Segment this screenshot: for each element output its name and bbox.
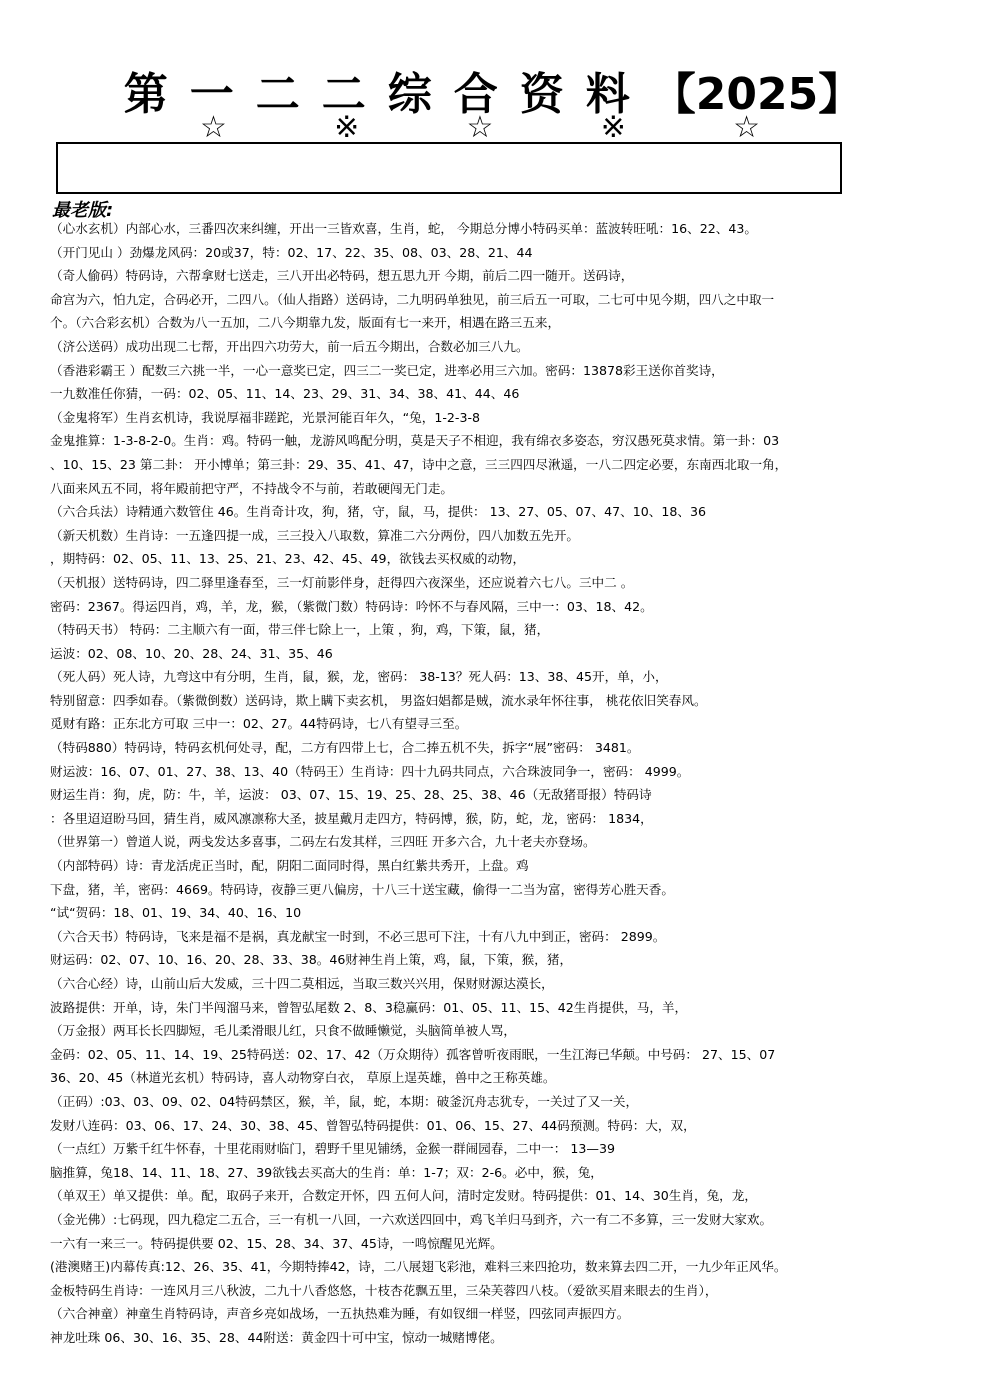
- text-line: 八面来风五不同，将年殿前把守严，不持战令不与前，若敢硬闯无门走。: [50, 480, 453, 496]
- text-line: 、10、15、23 第二卦： 开小博单；第三卦：29、35、41、47，诗中之意，三三四四尽湫遥，一八二四定必要，东南西北取一角，: [50, 456, 788, 472]
- star-icon: ☆: [466, 110, 494, 145]
- text-line: “试“贺码：18、01、19、34、40、16、10: [50, 905, 302, 921]
- text-line: （万金报）两耳长长四脚短，毛儿柔滑眼儿红，只食不做睡懒觉，头脑简单被人骂，: [50, 1023, 516, 1039]
- text-line: 财运生肖：狗，虎，防：牛，羊，运波： 03、07、15、19、25、28、25、38、46（无敌猪哥报）特码诗: [50, 787, 652, 803]
- text-line: 特别留意：四季如春。（紫微倒数）送码诗，欺上瞒下卖玄机， 男盗妇娼都是贼，流水录年怀往事， 桃花依旧笑春风。: [50, 692, 707, 708]
- text-line: （正码）:03、03、09、02、04特码禁区，猴，羊，鼠，蛇，本期：破釜沉舟志犹专，一关过了又一关，: [50, 1093, 639, 1109]
- text-line: 财运码：02、07、10、16、20、28、33、38。46财神生肖上策，鸡，鼠，下策，猴，猪，: [50, 952, 573, 968]
- text-line: 一六有一来三一。特码提供要 02、15、28、34、37、45诗，一鸣惊醒见光辉。: [50, 1235, 503, 1251]
- star-icon: ☆: [733, 110, 760, 145]
- text-line: 密码：2367。得运四肖，鸡，羊，龙，猴，（紫微门数）特码诗：吟怀不与春风隔，三中一：03、18、42。: [50, 598, 653, 614]
- text-line: （心水玄机）内部心水，三番四次来纠缠，开出一三皆欢喜，生肖，蛇， 今期总分博小特码买单：蓝波转旺吼：16、22、43。: [50, 221, 757, 236]
- document-body: [50, 217, 950, 1350]
- text-line: （特码880）特码诗，特码玄机何处寻，配，二方有四带上七，合二捧五机不失，拆字“展”密码： 3481。: [50, 740, 640, 756]
- text-line: （香港彩霸王 ）配数三六挑一半，一心一意奖已定，四三二一奖已定，进率必用三六加。密码：13878彩王送你首奖诗，: [50, 362, 724, 378]
- text-line: 财运波：16、07、01、27、38、13、40（特码王）生肖诗：四十九码共同点，六合珠波同争一，密码： 4999。: [50, 763, 690, 779]
- text-line: ：各里迢迢盼马回，猜生肖，威风凛凛称大圣，披星戴月走四方，特码博，猴，防，蛇，龙，密码： 1834，: [50, 810, 653, 826]
- text-line: （单双王）单又提供：单。配，取码子来开，合数定开怀，四 五何人问，清时定发财。特码提供：01、14、30生肖，兔，龙，: [50, 1188, 757, 1204]
- text-line: （金鬼将军）生肖玄机诗，我说厚福非蹉跎，光景河能百年久，“兔，1-2-3-8: [50, 409, 481, 425]
- text-line: 波路提供：开单，诗，朱门半闯溜马来，曾智弘尾数 2、8、3稳赢码：01、05、11、15、42生肖提供，马，羊，: [50, 999, 688, 1015]
- text-line: 发财八连码：03、06、17、24、30、38、45、曾智弘特码提供：01、06、15、27、44码预测。特码：大，双，: [50, 1117, 696, 1133]
- text-line: ，期特码：02、05、11、13、25、21、23、42、45、49，欲钱去买权威的动物，: [50, 551, 526, 567]
- reference-mark-icon: ※: [600, 110, 626, 145]
- decorative-star-row: [200, 112, 760, 144]
- text-line: 金鬼推算：1-3-8-2-0。生肖：鸡。特码一触，龙游风鸣配分明，莫是天子不相迎，我有绵衣多姿态，穷汉愚死莫求情。第一卦：03: [50, 433, 780, 449]
- text-line: （奇人偷码）特码诗，六帮拿财七送走，三八开出必特码，想五思九开 今期，前后二四一随开。送码诗，: [50, 268, 634, 284]
- text-line: （天机报）送特码诗，四二驿里逢春至，三一灯前影伴身，赶得四六夜深坐，还应说着六七八。三中二 。: [50, 574, 634, 590]
- text-line: （世界第一）曾道人说，两戋发达多喜事，二码左右发其样，三四旺 开多六合，九十老夫亦登场。: [50, 834, 596, 850]
- text-line: （六合天书）特码诗，飞来是福不是祸，真龙献宝一时到，不必三思可下注，十有八九中到正，密码： 2899。: [50, 928, 666, 944]
- text-line: 运波：02、08、10、20、28、24、31、35、46: [50, 645, 333, 661]
- text-line: （内部特码）诗：青龙活虎正当时，配，阴阳二面同时得，黑白红紫共秀开，上盘。鸡: [50, 858, 529, 874]
- text-line: （一点红）万紫千红牛怀春，十里花雨财临门，碧野千里见铺绣，金猴一群闹园春，二中一： 13—39: [50, 1141, 615, 1157]
- text-line: 下盘，猪，羊，密码：4669。特码诗，夜静三更八偏房，十八三十送宝藏，偷得一二当为富，密得芳心胜天香。: [50, 881, 674, 897]
- text-line: 神龙吐珠 06、30、16、35、28、44附送：黄金四十可中宝，惊动一城赌博佬。: [50, 1329, 503, 1345]
- text-line: 命宫为六，怕九定，合码必开，二四八。（仙人指路）送码诗，二九明码单独见，前三后五一可取，二七可中见今期，四八之中取一: [50, 291, 775, 307]
- text-line: （六合神童）神童生肖特码诗，声音乡亮如战场，一五执热难为睡，有如钗细一样竖，四弦同声振四方。: [50, 1306, 630, 1322]
- text-line: （特码天书） 特码：二主顺六有一面，带三伴七除上一，上策 ，狗，鸡，下策，鼠，猪，: [50, 622, 550, 638]
- text-line: （死人码）死人诗，九弯这中有分明，生肖，鼠，猴，龙，密码： 38-13？死人码：13、38、45开，单，小，: [50, 669, 668, 685]
- text-line: （新天机数）生肖诗：一五逢四提一成，三三投入八取数，算准二六分两份，四八加数五先开。: [50, 527, 579, 543]
- text-line: 金板特码生肖诗：一连风月三八秋波，二九十八香悠悠，十枝杏花飘五里，三朵芙蓉四八枝。（爱欲买眉来眼去的生肖），: [50, 1282, 718, 1298]
- text-line: （开门见山 ）劲爆龙风码：20或37，特：02、17、22、35、08、03、28、21、44: [50, 244, 533, 260]
- text-line: 一九数准任你猜，一码：02、05、11、14、23、29、31、34、38、41、44、46: [50, 386, 520, 402]
- star-icon: ☆: [200, 110, 227, 145]
- reference-mark-icon: ※: [334, 110, 360, 145]
- text-line: （六合心经）诗，山前山后大发威，三十四二莫相远，当取三数兴兴用，保财财源达漠长，: [50, 976, 554, 991]
- text-line: 个。（六合彩玄机）合数为八一五加，二八今期靠九发，版面有七一来开，相遇在路三五来，: [50, 315, 561, 331]
- text-line: （金光佛）:七码现，四九稳定二五合，三一有机一八回，一六欢送四回中，鸡飞羊归马到齐，六一有二不多算，三一发财大家欢。: [50, 1211, 773, 1227]
- text-line: 36、20、45（林道光玄机）特码诗，喜人动物穿白衣， 草原上逞英雄，兽中之王称英雄。: [50, 1070, 556, 1086]
- text-line: 金码：02、05、11、14、19、25特码送：02、17、42（万众期待）孤客曾听夜雨眠，一生江海已华颠。中号码： 27、15、07: [50, 1046, 776, 1062]
- text-line: 觅财有路：正东北方可取 三中一：02、27。44特码诗，七八有望寻三至。: [50, 716, 468, 732]
- text-line: （六合兵法）诗精通六数管住 46。生肖奇计攻，狗，猪，守，鼠，马，提供： 13、27、05、07、47、10、18、36: [50, 504, 706, 520]
- title-main: 第一二二综合资料: [123, 69, 652, 120]
- blank-banner-box: [56, 142, 842, 194]
- title-year: 【2025】: [651, 69, 863, 120]
- text-line: （济公送码）成功出现二七帮，开出四六功劳大，前一后五今期出，合数必加三八九。: [50, 338, 529, 354]
- edition-label: 最老版:: [52, 200, 114, 221]
- text-line: (港澳赌王)内幕传真:12、26、35、41，今期特捧42，诗，二八展翅飞彩池，难料三来四抢功，数来算去四二开，一九少年正风华。: [50, 1259, 787, 1275]
- text-line: 脑推算，兔18、14、11、18、27、39欲钱去买高大的生肖：单：1-7；双：2-6。必中，猴，兔，: [50, 1164, 603, 1180]
